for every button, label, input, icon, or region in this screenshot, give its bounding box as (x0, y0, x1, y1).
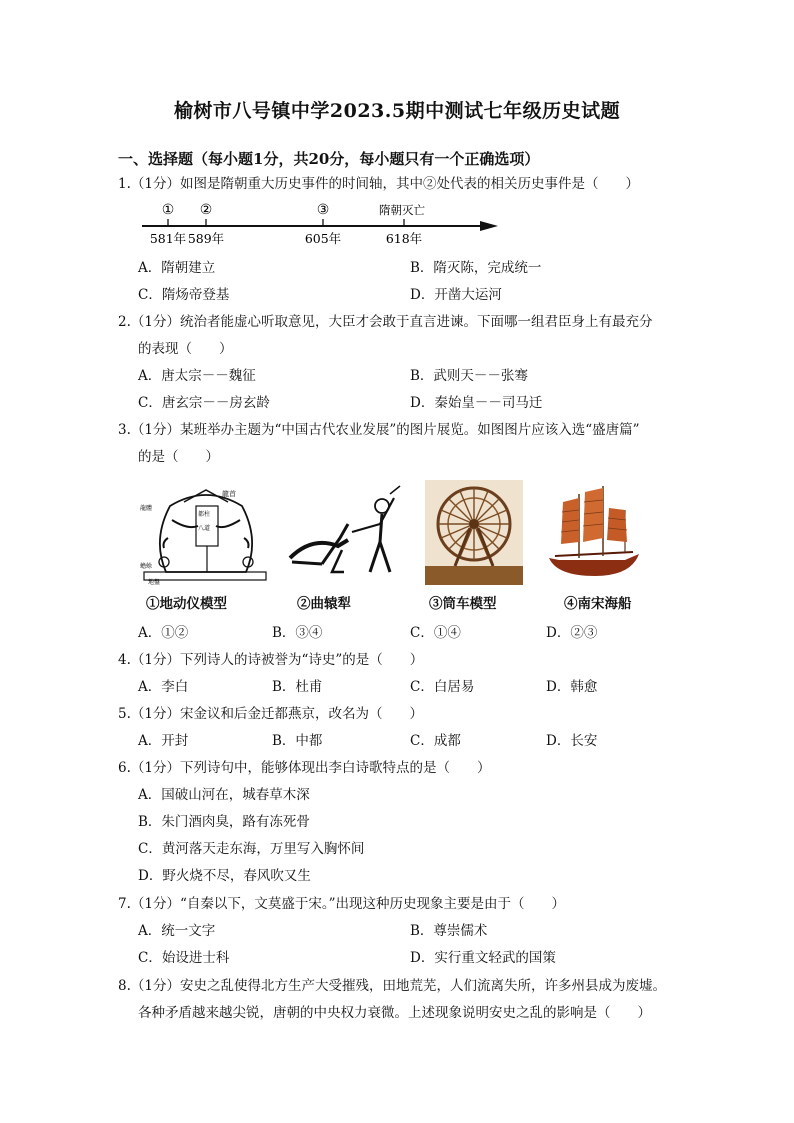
q3-option-c[interactable]: C．①④ (410, 625, 461, 641)
seismograph-label: 都柱 (198, 511, 211, 518)
section-heading: 一、选择题（每小题1分，共20分，每小题只有一个正确选项） (118, 150, 540, 168)
timeline-year: 605年 (304, 231, 342, 246)
q3-option-d[interactable]: D．②③ (546, 625, 598, 641)
sui-timeline (140, 198, 500, 248)
q7-option-a[interactable]: A．统一文字 (138, 923, 216, 939)
q4-option-d[interactable]: D．韩愈 (546, 679, 598, 695)
q2-option-c[interactable]: C．唐玄宗－－房玄龄 (138, 395, 270, 411)
picture-caption-4: ④南宋海船 (564, 596, 632, 612)
q2-option-b[interactable]: B．武则天－－张骞 (410, 368, 528, 384)
q4-option-b[interactable]: B．杜甫 (272, 679, 323, 695)
question-2-stem-cont: 的表现（ ） (138, 341, 233, 357)
q4-option-c[interactable]: C．白居易 (410, 679, 475, 695)
timeline-end-label: 隋朝灭亡 (379, 203, 425, 217)
timeline-marker: ① (161, 202, 175, 218)
question-4-stem: 4.（1分）下列诗人的诗被誉为“诗史”的是（ ） (118, 652, 424, 668)
timeline-year: 589年 (187, 231, 225, 246)
seismograph-label: 八道 (198, 525, 211, 532)
picture-caption-3: ③筒车模型 (429, 596, 497, 612)
q4-option-a[interactable]: A．李白 (138, 679, 189, 695)
q1-option-a[interactable]: A．隋朝建立 (138, 260, 216, 276)
picture-caption-2: ②曲辕犁 (297, 596, 351, 612)
q7-option-b[interactable]: B．尊崇儒术 (410, 923, 488, 939)
timeline-year: 618年 (385, 231, 423, 246)
q6-option-b[interactable]: B．朱门酒肉臭，路有冻死骨 (138, 814, 310, 830)
seismograph-label: 龍首 (222, 490, 236, 498)
q1-option-c[interactable]: C．隋炀帝登基 (138, 287, 230, 303)
question-5-stem: 5.（1分）宋金议和后金迁都燕京，改名为（ ） (118, 706, 423, 722)
q5-option-b[interactable]: B．中都 (272, 733, 323, 749)
q6-option-a[interactable]: A．国破山河在，城春草木深 (138, 787, 310, 803)
q2-option-d[interactable]: D．秦始皇－－司马迁 (410, 395, 543, 411)
question-8-stem: 8.（1分）安史之乱使得北方生产大受摧残，田地荒芜，人们流离失所，许多州县成为废墟。 (118, 978, 666, 994)
q5-option-d[interactable]: D．长安 (546, 733, 598, 749)
q7-option-c[interactable]: C．始设进士科 (138, 950, 230, 966)
waterwheel-model-photo (425, 480, 523, 585)
q7-option-d[interactable]: D．实行重文轻武的国策 (410, 950, 556, 966)
seismograph-diagram (138, 480, 273, 585)
q1-option-b[interactable]: B．隋灭陈，完成统一 (410, 260, 542, 276)
q5-option-a[interactable]: A．开封 (138, 733, 189, 749)
question-8-stem-cont: 各种矛盾越来越尖锐，唐朝的中央权力衰微。上述现象说明安史之乱的影响是（ ） (138, 1005, 651, 1021)
timeline-marker: ② (199, 202, 213, 218)
question-1-stem: 1.（1分）如图是隋朝重大历史事件的时间轴，其中②处代表的相关历史事件是（ ） (118, 176, 639, 192)
question-3-stem-cont: 的是（ ） (138, 449, 219, 465)
q6-option-d[interactable]: D．野火烧不尽，春风吹又生 (138, 868, 311, 884)
timeline-arrowhead (480, 221, 498, 231)
q2-option-a[interactable]: A．唐太宗－－魏征 (138, 368, 256, 384)
question-6-stem: 6.（1分）下列诗句中，能够体现出李白诗歌特点的是（ ） (118, 760, 491, 776)
q1-option-d[interactable]: D．开凿大运河 (410, 287, 502, 303)
exam-title: 榆树市八号镇中学2023.5期中测试七年级历史试题 (173, 100, 621, 122)
q5-option-c[interactable]: C．成都 (410, 733, 461, 749)
question-2-stem: 2.（1分）统治者能虚心听取意见，大臣才会敢于直言进谏。下面哪一组君臣身上有最充分 (118, 314, 653, 330)
q3-option-a[interactable]: A．①② (138, 625, 189, 641)
q6-option-c[interactable]: C．黄河落天走东海，万里写入胸怀间 (138, 841, 365, 857)
song-ship-photo (545, 480, 643, 585)
question-7-stem: 7.（1分）“自秦以下，文莫盛于宋。”出现这种历史现象主要是由于（ ） (118, 896, 566, 912)
seismograph-label: 龍體 (140, 505, 153, 512)
curved-plow-drawing (282, 480, 412, 585)
timeline-year: 581年 (149, 231, 187, 246)
timeline-marker: ③ (316, 202, 330, 218)
seismograph-label: 蟾蜍 (140, 563, 153, 570)
question-3-stem: 3.（1分）某班举办主题为“中国古代农业发展”的图片展览。如图图片应该入选“盛唐篇” (118, 422, 640, 438)
seismograph-label: 地盤 (148, 579, 161, 585)
q3-option-b[interactable]: B．③④ (272, 625, 323, 641)
picture-caption-1: ①地动仪模型 (146, 596, 227, 612)
